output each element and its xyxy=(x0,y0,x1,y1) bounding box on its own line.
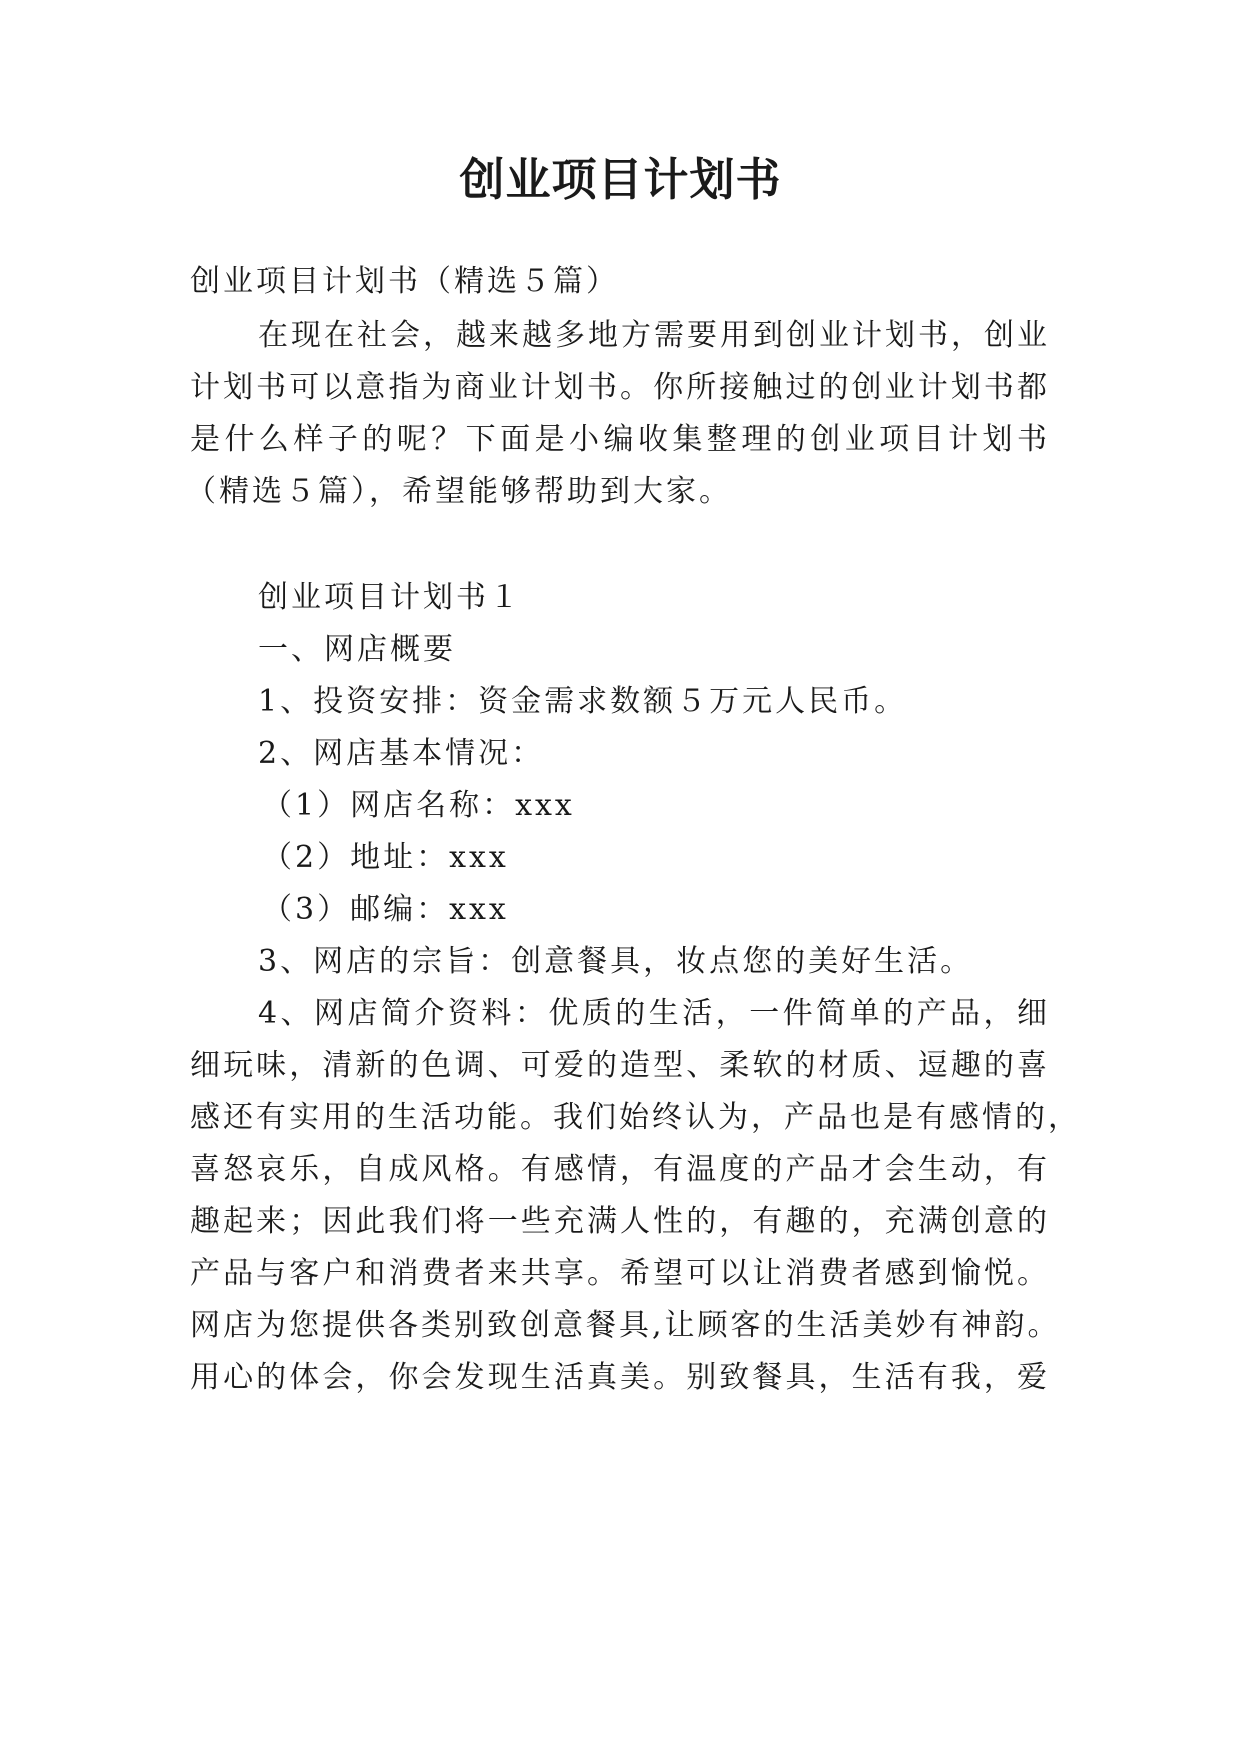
paragraph-line: 细玩味，清新的色调、可爱的造型、柔软的材质、逗趣的喜 xyxy=(190,1048,1050,1083)
sub-list-item: （1）网店名称：xxx xyxy=(262,788,575,823)
paragraph-line: 趣起来；因此我们将一些充满人性的，有趣的，充满创意的 xyxy=(190,1204,1050,1239)
paragraph-line: 感还有实用的生活功能。我们始终认为，产品也是有感情的， xyxy=(190,1100,1081,1135)
paragraph-line: 网店为您提供各类别致创意餐具,让顾客的生活美妙有神韵。 xyxy=(190,1308,1061,1343)
list-item: 2、网店基本情况： xyxy=(258,736,545,771)
intro-line: 计划书可以意指为商业计划书。你所接触过的创业计划书都 xyxy=(190,370,1050,405)
sub-list-item: （3）邮编：xxx xyxy=(262,892,509,927)
paragraph-line: 4、网店简介资料：优质的生活，一件简单的产品，细 xyxy=(258,996,1050,1031)
list-item: 1、投资安排：资金需求数额５万元人民币。 xyxy=(258,684,908,719)
document-title: 创业项目计划书 xyxy=(459,153,782,206)
paragraph-line: 喜怒哀乐，自成风格。有感情，有温度的产品才会生动，有 xyxy=(190,1152,1050,1187)
intro-line: （精选５篇），希望能够帮助到大家。 xyxy=(186,474,732,509)
section-heading: 创业项目计划书１ xyxy=(258,580,522,615)
document-subtitle: 创业项目计划书（精选５篇） xyxy=(190,264,619,299)
sub-list-item: （2）地址：xxx xyxy=(262,840,509,875)
intro-line: 是什么样子的呢？下面是小编收集整理的创业项目计划书 xyxy=(190,422,1050,457)
paragraph-line: 产品与客户和消费者来共享。希望可以让消费者感到愉悦。 xyxy=(190,1256,1050,1291)
list-item: 3、网店的宗旨：创意餐具，妆点您的美好生活。 xyxy=(258,944,974,979)
paragraph-line: 用心的体会，你会发现生活真美。别致餐具，生活有我，爱 xyxy=(190,1360,1050,1395)
intro-line: 在现在社会，越来越多地方需要用到创业计划书，创业 xyxy=(258,318,1050,353)
outline-heading: 一、网店概要 xyxy=(258,632,456,667)
